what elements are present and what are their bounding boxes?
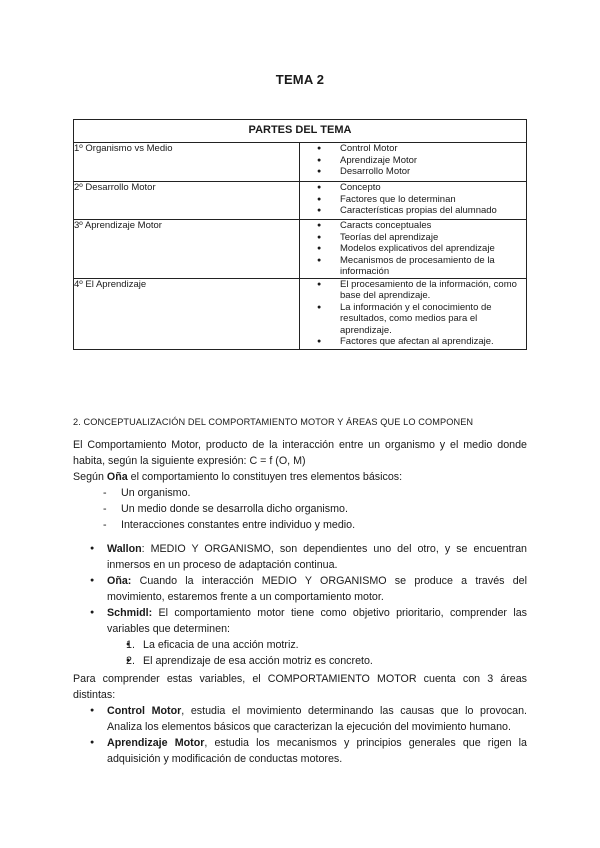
list-item: ● El procesamiento de la información, como base del aprendizaje. [340,279,526,302]
page-title: TEMA 2 [275,72,325,87]
ona-line [73,469,527,485]
list-item: ● Aprendizaje Motor [340,155,526,167]
list-item: ● Teorías del aprendizaje [340,232,526,244]
author-text: MEDIO Y ORGANISMO, son dependientes uno del otro, y se encuentran inmersos en un proceso de adaptación continua. [107,543,527,571]
table-row [74,182,527,220]
section-heading: 2. CONCEPTUALIZACIÓN DEL COMPORTAMIENTO MOTOR Y ÁREAS QUE LO COMPONEN [73,417,474,427]
part-label: 4º El Aprendizaje [74,278,300,349]
intro-paragraph: El Comportamiento Motor, producto de la interacción entre un organismo y el medio donde habita, según la siguiente expresión: C = f (O, M) [73,439,527,467]
part-label: 2º Desarrollo Motor [74,182,300,220]
areas-list [73,703,527,767]
part-items [300,279,526,348]
list-item: - Interacciones constantes entre individuo y medio. [103,517,527,533]
author-item [90,605,527,669]
areas-block [73,671,527,767]
list-item [126,653,527,669]
item-text: El aprendizaje de esa acción motriz es concreto. [143,655,373,667]
list-item: ● Factores que lo determinan [340,194,526,206]
list-item: - Un organismo. [103,485,527,501]
item-number: ● 2. [126,655,135,667]
author-text: Cuando la interacción MEDIO Y ORGANISMO se produce a través del movimiento, estaremos frente a un comportamiento motor. [107,575,527,603]
list-item: ● Modelos explicativos del aprendizaje [340,243,526,255]
table-row [74,278,527,349]
list-item [126,637,527,653]
variables-list [107,637,527,669]
list-item: ● Factores que afectan al aprendizaje. [340,336,526,348]
author-name: Schmidl: [107,607,153,619]
authors-block [73,541,527,669]
ona-suffix: el comportamiento lo constituyen tres elementos básicos: [127,471,403,483]
list-item: ● Control Motor [340,143,526,155]
area-name: Aprendizaje Motor [107,737,205,749]
list-item: ● Características propias del alumnado [340,205,526,217]
author-item [90,573,527,605]
table-row [74,220,527,279]
author-text: El comportamiento motor tiene como objetivo prioritario, comprender las variables que determinen: [107,607,527,635]
area-item [90,703,527,735]
part-items [300,182,526,217]
authors-list [73,541,527,669]
elements-list [73,485,527,533]
part-label: 3º Aprendizaje Motor [74,220,300,279]
list-item: ● Desarrollo Motor [340,166,526,178]
area-name: Control Motor [107,705,182,717]
table-header: PARTES DEL TEMA [74,120,527,143]
table-row [74,143,527,182]
area-item [90,735,527,767]
list-item: ● Concepto [340,182,526,194]
intro-block [73,437,527,533]
item-text: La eficacia de una acción motriz. [143,639,299,651]
separator: : [141,543,151,555]
parts-table [73,119,527,350]
area-text: , estudia los mecanismos y principios generales que rigen la adquisición y modificación de conductas motores. [107,737,527,765]
list-item: ● Caracts conceptuales [340,220,526,232]
part-items [300,143,526,178]
part-label: 1º Organismo vs Medio [74,143,300,182]
list-item: - Un medio donde se desarrolla dicho organismo. [103,501,527,517]
separator [131,575,139,587]
areas-intro: Para comprender estas variables, el COMPORTAMIENTO MOTOR cuenta con 3 áreas distintas: [73,673,527,701]
author-name: Wallon [107,543,142,555]
area-text: , estudia el movimiento determinando las causas que lo provocan. Analiza los elementos básicos que caracterizan la ejecución del movimiento humano. [107,705,527,733]
author-name: Oña: [107,575,132,587]
item-number: ● 1. [126,639,135,651]
list-item: ● La información y el conocimiento de resultados, como medios para el aprendizaje. [340,302,526,337]
list-item: ● Mecanismos de procesamiento de la información [340,255,526,278]
ona-prefix: Según [73,471,107,483]
part-items [300,220,526,278]
ona-bold: Oña [106,471,128,483]
author-item [90,541,527,573]
